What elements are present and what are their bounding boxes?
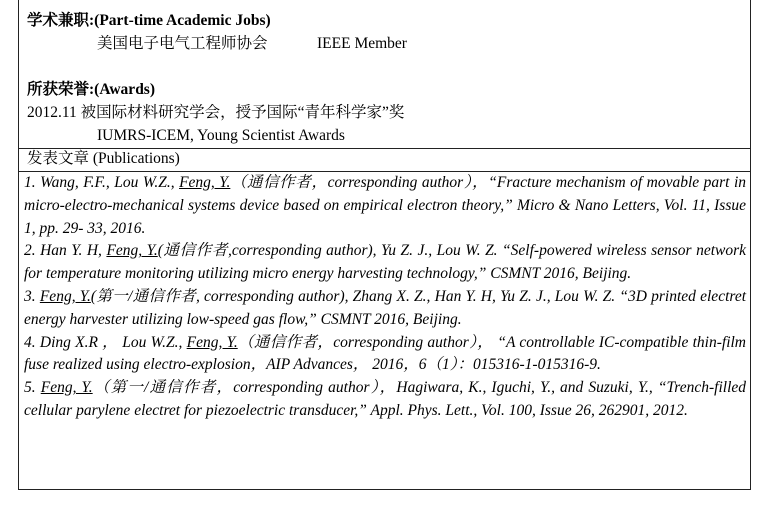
cv-section-jobs-awards bbox=[19, 0, 750, 148]
award-line-2: IUMRS-ICEM, Young Scientist Awards bbox=[97, 127, 345, 144]
awards-heading: 所获荣誉:(Awards) bbox=[27, 81, 156, 98]
author-name-highlighted: Feng, Y. bbox=[39, 287, 91, 305]
publication-item bbox=[24, 332, 746, 378]
publication-details: （通信作者，corresponding author），“Fracture mechanism of movable part in micro-electro-mechanical systems device based on empirical electron theory,” Micro & Nano Letters, Vol. 11, Issue 1, pp. 29- 33, 2016. bbox=[24, 174, 747, 237]
publication-item bbox=[24, 377, 746, 423]
publication-authors: 5. bbox=[24, 379, 41, 397]
publication-details: （第一/通信作者，corresponding author），Hagiwara, K., Iguchi, Y., and Suzuki, Y., “Trench-filled cellular parylene electret for piezoelectric transducer,” Appl. Phys. Lett., Vol. 100, Issue 26, 262901, 2012. bbox=[24, 379, 747, 419]
publication-details: （通信作者，corresponding author）， “A controllable IC-compatible thin-film fuse realized using electro-explosion，AIP Advances， 2016，6（1）：015316-1-015316-9. bbox=[24, 333, 746, 374]
author-name-highlighted: Feng, Y. bbox=[179, 174, 231, 191]
ieee-member: IEEE Member bbox=[317, 35, 407, 52]
publication-item bbox=[24, 172, 746, 240]
publications-heading: 发表文章 (Publications) bbox=[27, 150, 180, 167]
publication-authors: 1. Wang, F.F., Lou W.Z., bbox=[24, 174, 180, 191]
publication-authors: 3. bbox=[24, 287, 40, 305]
publication-details: (第一/通信作者, corresponding author), Zhang X. Z., Han Y. H, Yu Z. J., Lou W. Z. “3D printed electret energy harvester utilizing low-speed gas flow,” CSMNT 2016, Beijing. bbox=[24, 287, 747, 328]
publication-authors: 4. Ding X.R ， Lou W.Z., bbox=[24, 333, 187, 351]
publication-item bbox=[24, 286, 746, 332]
author-name-highlighted: Feng, Y. bbox=[186, 333, 238, 351]
publication-authors: 2. Han Y. H, bbox=[24, 242, 107, 260]
publication-item bbox=[24, 240, 746, 286]
author-name-highlighted: Feng, Y. bbox=[40, 379, 93, 397]
award-line-1: 2012.11 被国际材料研究学会，授予国际“青年科学家”奖 bbox=[27, 104, 405, 121]
author-name-highlighted: Feng, Y. bbox=[106, 242, 158, 260]
ieee-org-cn: 美国电子电气工程师协会 bbox=[97, 35, 268, 52]
document-frame bbox=[18, 0, 751, 490]
publication-details: (通信作者,corresponding author), Yu Z. J., Lou W. Z. “Self-powered wireless sensor network for temperature monitoring utilizing micro energy harvesting technology,” CSMNT 2016, Beijing. bbox=[24, 242, 747, 283]
publication-list bbox=[24, 172, 746, 423]
academic-jobs-heading: 学术兼职:(Part-time Academic Jobs) bbox=[27, 12, 271, 29]
